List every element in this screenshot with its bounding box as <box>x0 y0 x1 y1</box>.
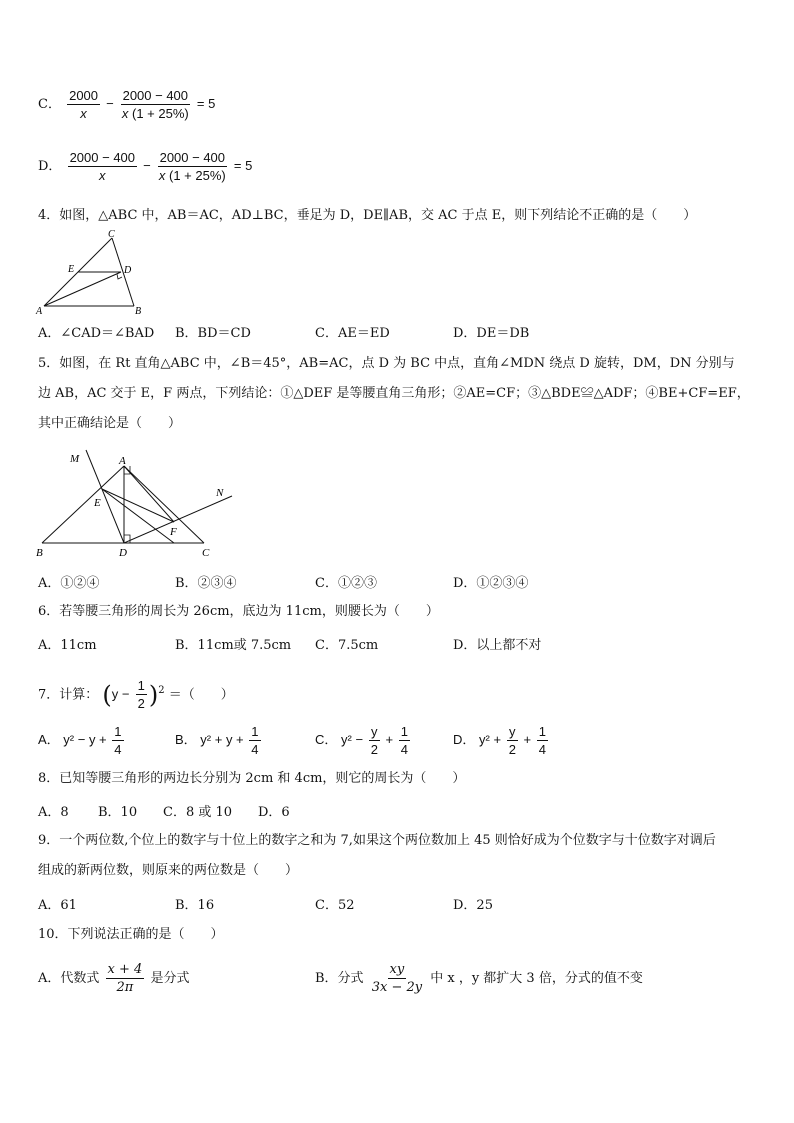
label-f: F <box>170 526 177 538</box>
label-c: C <box>202 547 210 559</box>
q10-option-b: B．分式 $\frac{xy}{3x - 2y}$ 中 x ，y 都扩大 3 倍，分式的值不变 <box>315 962 643 995</box>
fraction: $\frac{2000 - 400}{x (1 + 25\%)}$ <box>158 150 226 183</box>
q7-option-b: B． y² + y + $\frac{1}{4}$ <box>175 724 259 757</box>
q4-stem: 4．如图，△ABC 中，AB＝AC，AD⊥BC，垂足为 D，DE∥AB，交 AC 于点 E，则下列结论不正确的是（ ） <box>38 208 697 223</box>
q6-option-c: C．7.5cm <box>315 638 379 653</box>
fraction: $\frac{2000 - 400}{x (1 + 25\%)}$ <box>121 88 189 121</box>
fraction: $\frac{2000 - 400}{x}$ <box>69 150 136 183</box>
q9-option-d: D．25 <box>453 898 493 913</box>
q6-stem: 6．若等腰三角形的周长为 26cm，底边为 11cm，则腰长为（ ） <box>38 604 439 619</box>
label-b: B <box>36 547 43 559</box>
label-a: A <box>119 455 126 467</box>
q5-stem-line2: 边 AB，AC 交于 E，F 两点，下列结论：①△DEF 是等腰直角三角形；②AE=CF；③△BDE≌△ADF；④BE+CF=EF， <box>38 386 750 401</box>
q4-figure <box>34 228 152 318</box>
q5-figure <box>34 448 244 563</box>
q4-option-c: C．AE＝ED <box>315 326 390 341</box>
label-d: D <box>124 265 132 276</box>
q5-stem-line3: 其中正确结论是（ ） <box>38 416 182 431</box>
q8-stem: 8．已知等腰三角形的两边长分别为 2cm 和 4cm，则它的周长为（ ） <box>38 771 466 786</box>
q7-option-a: A． y² − y + $\frac{1}{4}$ <box>38 724 122 757</box>
q10-stem: 10．下列说法正确的是（ ） <box>38 927 224 942</box>
q9-stem-line2: 组成的新两位数，则原来的两位数是（ ） <box>38 863 299 878</box>
option-label: C． <box>38 97 61 112</box>
option-label: D． <box>38 159 62 174</box>
fraction: $\frac{1}{4}$ <box>114 724 122 757</box>
q5-option-d: D．①②③④ <box>453 576 529 591</box>
label-m: M <box>70 453 80 465</box>
fraction: $\frac{1}{4}$ <box>400 724 408 757</box>
fraction: $\frac{2000}{x}$ <box>69 88 99 121</box>
fraction: $\frac{y}{2}$ <box>508 724 516 757</box>
q8-option-c: C．8 或 10 <box>163 805 233 820</box>
q4-option-a: A．∠CAD＝∠BAD <box>38 326 155 341</box>
label-a: A <box>36 306 43 317</box>
fraction: $\frac{1}{2}$ <box>137 678 145 712</box>
fraction: $\frac{x + 4}{2\pi}$ <box>107 962 143 995</box>
q8-option-a: A．8 <box>38 805 69 820</box>
fraction: $\frac{y}{2}$ <box>370 724 378 757</box>
q7-option-c: C． y² − $\frac{y}{2}$ + $\frac{1}{4}$ <box>315 724 408 757</box>
fraction: $\frac{1}{4}$ <box>251 724 259 757</box>
q5-option-a: A．①②④ <box>38 576 100 591</box>
q9-option-a: A．61 <box>38 898 77 913</box>
q3-option-d: D． $\frac{2000 - 400}{x}$ − $\frac{2000 - 400}{x (1 + 25\%)}$ = 5 <box>38 150 253 183</box>
fraction: $\frac{xy}{3x - 2y}$ <box>371 962 423 995</box>
q6-option-b: B．11cm或 7.5cm <box>175 638 292 653</box>
q7-option-d: D． y² + $\frac{y}{2}$ + $\frac{1}{4}$ <box>453 724 546 757</box>
q9-option-c: C．52 <box>315 898 355 913</box>
q9-stem-line1: 9．一个两位数,个位上的数字与十位上的数字之和为 7,如果这个两位数加上 45 则恰好成为个位数字与十位数字对调后 <box>38 833 716 848</box>
q10-option-a: A．代数式 $\frac{x + 4}{2\pi}$ 是分式 <box>38 962 190 995</box>
label-b: B <box>135 306 142 317</box>
q5-stem-line1: 5．如图，在 Rt 直角△ABC 中，∠B＝45°，AB=AC，点 D 为 BC 中点，直角∠MDN 绕点 D 旋转，DM，DN 分别与 <box>38 356 735 371</box>
label-e: E <box>68 264 75 275</box>
q5-option-c: C．①②③ <box>315 576 377 591</box>
fraction: $\frac{1}{4}$ <box>538 724 546 757</box>
q6-option-a: A．11cm <box>38 638 97 653</box>
q9-option-b: B．16 <box>175 898 215 913</box>
q3-option-c: C． $\frac{2000}{x}$ − $\frac{2000 - 400}{x (1 + 25\%)}$ = 5 <box>38 88 216 121</box>
label-e: E <box>94 497 101 509</box>
q8-option-b: B．10 <box>98 805 138 820</box>
q8-option-d: D．6 <box>258 805 290 820</box>
label-n: N <box>216 487 224 499</box>
q7-stem: 7．计算： (y − $\frac{1}{2}$ )$^2$ ＝（ ） <box>38 678 234 712</box>
label-d: D <box>119 547 127 559</box>
q4-option-b: B．BD＝CD <box>175 326 251 341</box>
q5-option-b: B．②③④ <box>175 576 237 591</box>
label-c: C <box>108 229 115 240</box>
q6-option-d: D．以上都不对 <box>453 638 542 653</box>
q4-option-d: D．DE＝DB <box>453 326 530 341</box>
